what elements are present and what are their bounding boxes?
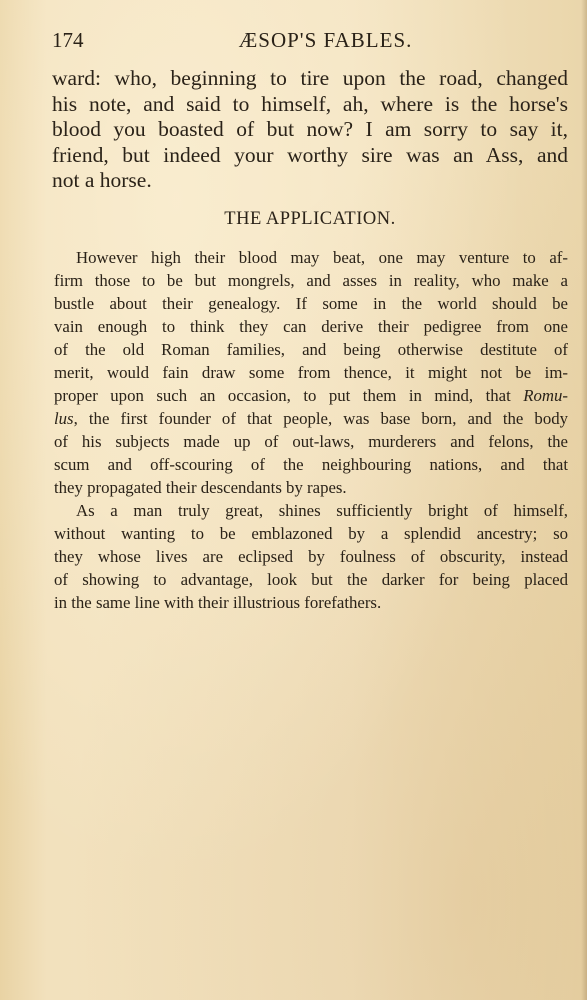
text-line: they whose lives are eclipsed by foulness of obscurity, instead: [54, 547, 568, 566]
text-line: As a man truly great, shines sufficiently bright of himself,: [76, 501, 568, 520]
paragraph: [54, 246, 568, 499]
text-line: of showing to advantage, look but the darker for being placed: [54, 570, 568, 589]
text-line: firm those to be but mongrels, and asses in reality, who make a: [54, 271, 568, 290]
text-line: ward: who, beginning to tire upon the road, changed: [52, 66, 568, 90]
text-line: vain enough to think they can derive their pedigree from one: [54, 317, 568, 336]
fable-text: [52, 66, 568, 194]
text-line: of the old Roman families, and being otherwise destitute of: [54, 340, 568, 359]
text-line: friend, but indeed your worthy sire was an Ass, and: [52, 142, 568, 167]
section-heading: THE APPLICATION.: [224, 209, 396, 229]
running-title: ÆSOP'S FABLES.: [238, 28, 413, 52]
text-line: However high their blood may beat, one may venture to af-: [76, 248, 568, 267]
application-text: [54, 246, 568, 614]
running-head: [52, 24, 569, 54]
text-segment: , the first founder of that people, was base born, and the body: [73, 409, 568, 428]
text-line: his note, and said to himself, ah, where is the horse's: [52, 91, 568, 116]
text-line: of his subjects made up of out-laws, murderers and felons, the: [54, 432, 568, 451]
italic-name: lus: [54, 409, 74, 428]
text-line: scum and off-scouring of the neighbouring nations, and that: [54, 455, 568, 474]
page-number: 174: [52, 28, 84, 52]
italic-name: Romu-: [523, 386, 568, 405]
paragraph: [54, 499, 568, 614]
text-segment: proper upon such an occasion, to put them in mind, that: [54, 386, 524, 405]
text-line: blood you boasted of but now? I am sorry to say it,: [52, 117, 568, 141]
text-line: without wanting to be emblazoned by a splendid ancestry; so: [54, 524, 568, 543]
text-line: they propagated their descendants by rapes.: [54, 478, 347, 497]
text-line: bustle about their genealogy. If some in the world should be: [54, 294, 568, 313]
text-line: merit, would fain draw some from thence, it might not be im-: [54, 363, 568, 382]
text-line: [54, 384, 568, 407]
text-line: [54, 407, 568, 430]
text-line: in the same line with their illustrious forefathers.: [54, 593, 382, 612]
text-line: not a horse.: [52, 168, 152, 192]
